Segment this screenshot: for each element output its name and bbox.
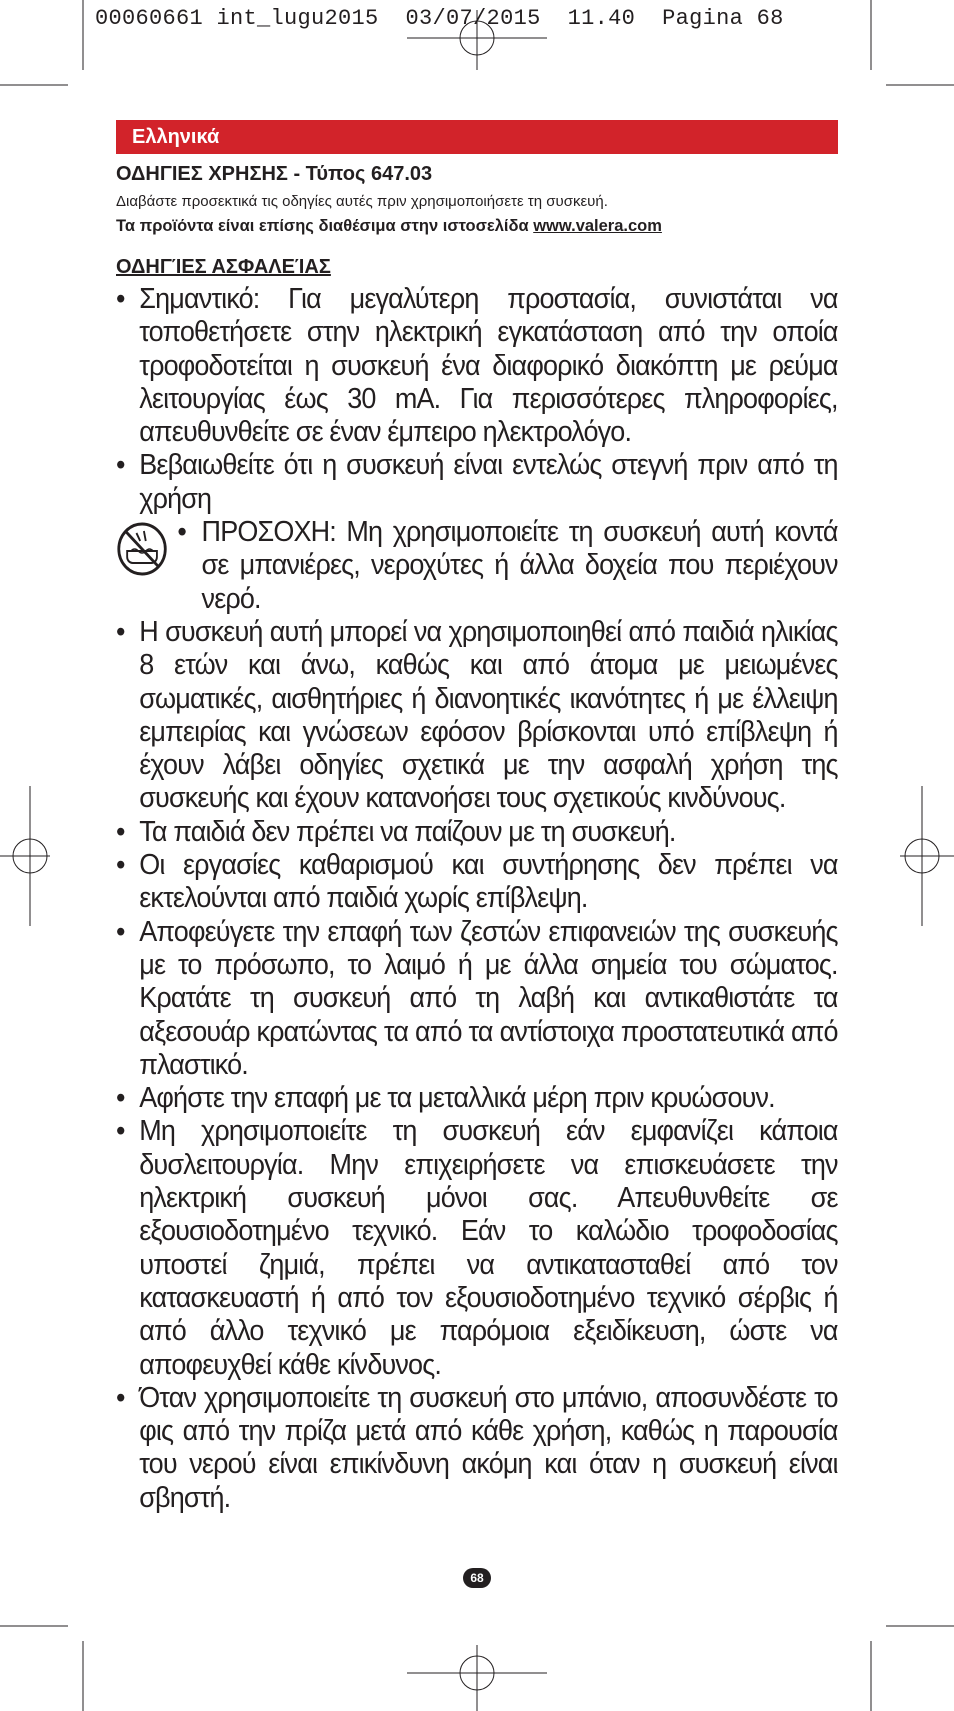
section-title: ΟΔΗΓΊΕΣ ΑΣΦΑΛΕΊΑΣ (116, 256, 331, 278)
language-label: Ελληνικά (132, 126, 220, 148)
document-title: ΟΔΗΓΙΕΣ ΧΡΗΣΗΣ - Τύπος 647.03 (116, 163, 433, 185)
website-line (116, 217, 662, 236)
list-item: • Αποφεύγετε την επαφή των ζεστών επιφανειών της συσκευής με το πρόσωπο, το λαιμό ή με άλλα σημεία του σώματος. Κρατάτε τη συσκευή από τη λαβή και αντικαθιστάτε τα αξεσουάρ κρατώντας τα από τα αντίστοιχα προστατευτικά από πλαστικό. (116, 916, 838, 1082)
print-header: 00060661 int_lugu2015 03/07/2015 11.40 Pagina 68 (95, 6, 784, 31)
list-item: • Βεβαιωθείτε ότι η συσκευή είναι εντελώς στεγνή πριν από τη χρήση (116, 449, 838, 516)
website-text: Τα προϊόντα είναι επίσης διαθέσιμα στην ιστοσελίδα (116, 217, 534, 235)
no-water-bath-icon (116, 521, 168, 577)
list-item: • Οι εργασίες καθαρισμού και συντήρησης δεν πρέπει να εκτελούνται από παιδιά χωρίς επίβλεψη. (116, 849, 838, 916)
page-number: 68 (463, 1568, 491, 1588)
document-subtitle: Διαβάστε προσεκτικά τις οδηγίες αυτές πριν χρησιμοποιήσετε τη συσκευή. (116, 193, 608, 210)
safety-list (116, 283, 838, 1515)
list-item: • Σημαντικό: Για μεγαλύτερη προστασία, συνιστάται να τοποθετήσετε στην ηλεκτρική εγκατάσταση από την οποία τροφοδοτείται η συσκευή ένα διαφορικό διακόπτη με ρεύμα λειτουργίας έως 30 mA. Για περισσότερες πληροφορίες, απευθυνθείτε σε έναν έμπειρο ηλεκτρολόγο. (116, 283, 838, 449)
list-item-warning (116, 516, 838, 616)
list-item: • Τα παιδιά δεν πρέπει να παίζουν με τη συσκευή. (116, 816, 838, 849)
website-link[interactable]: www.valera.com (533, 217, 662, 235)
list-item: • Μη χρησιμοποιείτε τη συσκευή εάν εμφανίζει κάποια δυσλειτουργία. Μην επιχειρήσετε να επισκευάσετε την ηλεκτρική συσκευή μόνοι σας. Απευθυνθείτε σε εξουσιοδοτημένο τεχνικό. Εάν το καλώδιο τροφοδοσίας υποστεί ζημιά, πρέπει να αντικατασταθεί από τον κατασκευαστή ή από τον εξουσιοδοτημένο τεχνικό σέρβις ή από άλλο τεχνικό με παρόμοια εξειδίκευση, ώστε να αποφευχθεί κάθε κίνδυνος. (116, 1115, 838, 1381)
list-item: • Όταν χρησιμοποιείτε τη συσκευή στο μπάνιο, αποσυνδέστε το φις από την πρίζα μετά από κάθε χρήση, καθώς η παρουσία του νερού είναι επικίνδυνη ακόμη και όταν η συσκευή είναι σβηστή. (116, 1382, 838, 1515)
list-item: • Η συσκευή αυτή μπορεί να χρησιμοποιηθεί από παιδιά ηλικίας 8 ετών και άνω, καθώς και από άτομα με μειωμένες σωματικές, αισθητήριες ή διανοητικές ικανότητες ή με έλλειψη εμπειρίας και γνώσεων εφόσον βρίσκονται υπό επίβλεψη ή έχουν λάβει οδηγίες σχετικά με την ασφαλή χρήση της συσκευής και έχουν κατανοήσει τους σχετικούς κινδύνους. (116, 616, 838, 816)
list-item: • Αφήστε την επαφή με τα μεταλλικά μέρη πριν κρυώσουν. (116, 1082, 838, 1115)
warning-text: ΠΡΟΣΟΧΗ: Μη χρησιμοποιείτε τη συσκευή αυτή κοντά σε μπανιέρες, νεροχύτες ή άλλα δοχεία που περιέχουν νερό. (201, 516, 838, 615)
language-bar (116, 120, 838, 154)
